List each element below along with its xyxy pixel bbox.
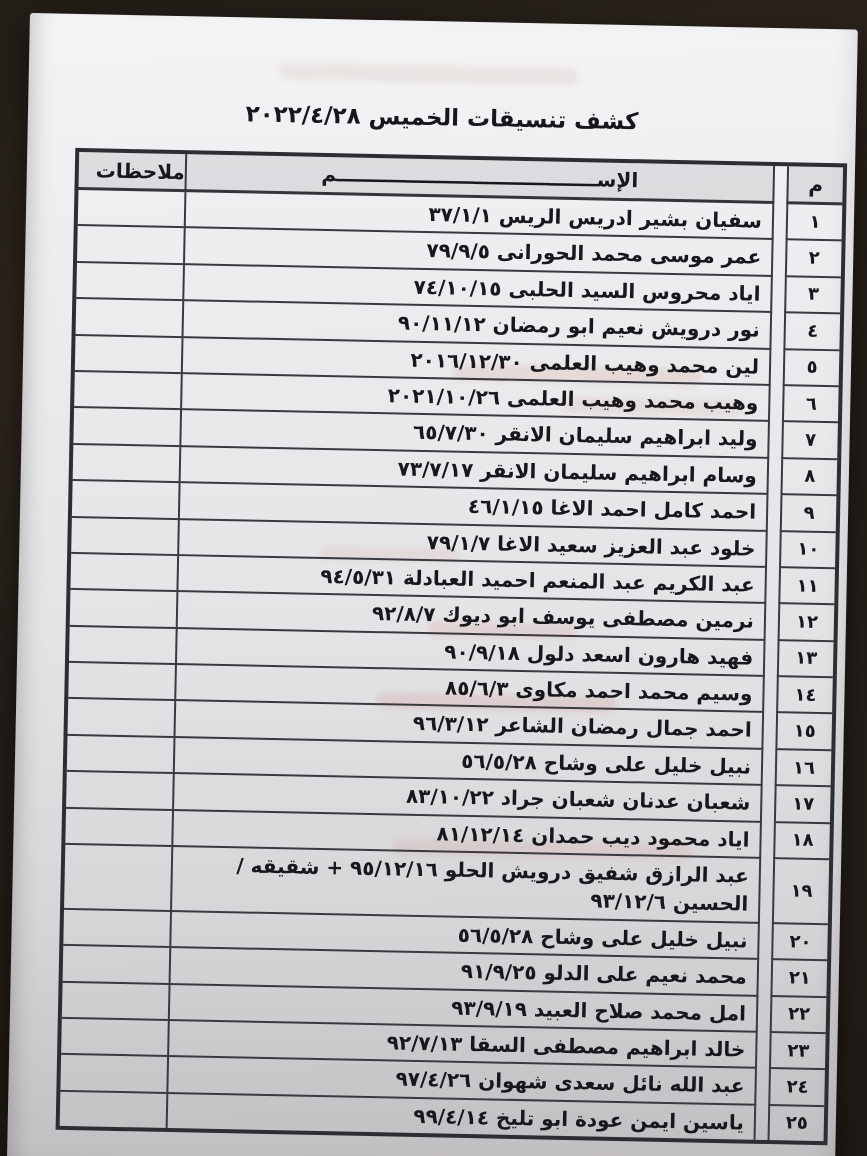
column-gap	[758, 996, 771, 1033]
document-title: كشف تنسيقات الخميس ٢٠٢٢/٤/٢٨	[245, 101, 639, 136]
column-gap	[756, 1069, 769, 1106]
notes-cell	[69, 627, 176, 666]
column-gap	[762, 786, 775, 823]
notes-cell	[74, 372, 181, 411]
name-cell: نبيل خليل على وشاح ٥٦/٥/٢٨	[173, 738, 764, 786]
column-gap	[768, 495, 781, 532]
notes-cell	[76, 263, 183, 302]
column-gap	[771, 350, 784, 387]
row-number-cell: ٢	[785, 241, 842, 279]
row-number-cell: ٥	[783, 350, 840, 388]
name-cell: نرمين مصطفى يوسف ابو ديوك ٩٢/٨/٧	[176, 592, 767, 640]
name-cell: وسيم محمد احمد مكاوى ٨٥/٦/٣	[174, 665, 765, 713]
column-gap	[766, 604, 779, 641]
name-cell: وهيب محمد وهيب العلمى ٢٠٢١/١٠/٢٦	[180, 374, 771, 422]
row-number-cell: ١٩	[772, 859, 829, 925]
name-cell: عبد الكريم عبد المنعم احميد العبادلة ٩٤/٥/٣١	[176, 556, 767, 604]
row-number-cell: ٤	[783, 313, 840, 351]
column-gap	[774, 166, 787, 204]
notes-cell	[60, 1092, 167, 1129]
name-cell: عمر موسى محمد الحورانى ٧٩/٩/٥	[183, 229, 774, 277]
name-cell: عبد الله نائل سعدى شهوان ٩٧/٤/٢٦	[166, 1057, 757, 1105]
column-gap	[766, 568, 779, 605]
row-number-cell: ٩	[780, 495, 837, 533]
header-cell-name: الإســــــــــــــــــــــــــــــــــــــم	[184, 154, 775, 204]
notes-cell	[75, 336, 182, 375]
paper-sheet	[7, 13, 858, 1156]
notes-cell	[76, 299, 183, 338]
row-number-cell: ١٤	[776, 677, 833, 715]
row-number-cell: ١٠	[779, 532, 836, 570]
notes-cell	[71, 517, 178, 556]
name-cell: شعبان عدنان شعبان جراد ٨٣/١٠/٢٢	[172, 774, 763, 822]
name-cell: احمد كامل احمد الاغا ٤٦/١/١٥	[178, 483, 769, 531]
notes-cell	[65, 809, 172, 848]
column-gap	[771, 313, 784, 350]
column-gap	[763, 713, 776, 750]
name-cell: احمد جمال رمضان الشاعر ٩٦/٣/١٢	[173, 702, 764, 750]
row-number-cell: ١٦	[775, 750, 832, 788]
notes-cell	[62, 982, 169, 1021]
column-gap	[774, 204, 787, 241]
name-cell: محمد نعيم على الدلو ٩١/٩/٢٥	[169, 948, 760, 996]
column-gap	[767, 531, 780, 568]
notes-cell	[73, 445, 180, 484]
notes-cell	[67, 736, 174, 775]
row-number-cell: ٨	[780, 459, 837, 497]
column-gap	[773, 240, 786, 277]
row-number-cell: ١٢	[778, 604, 835, 642]
header-cell-notes: ملاحظات	[78, 152, 185, 192]
header-cell-number: م	[786, 166, 843, 205]
row-number-cell: ٣	[784, 277, 841, 315]
name-cell: سفيان بشير ادريس الريس ٣٧/١/١	[184, 192, 775, 240]
notes-cell	[66, 772, 173, 811]
name-cell: نور درويش نعيم ابو رمضان ٩٠/١١/١٢	[182, 301, 773, 349]
name-cell: ياسين ايمن عودة ابو تليخ ٩٩/٤/١٤	[166, 1094, 757, 1140]
name-cell: اياد محمود ديب حمدان ٨١/١٢/١٤	[171, 811, 762, 859]
notes-cell	[77, 226, 184, 265]
row-number-cell: ١٣	[777, 641, 834, 679]
column-gap	[769, 422, 782, 459]
column-gap	[763, 750, 776, 787]
row-number-cell: ١٥	[775, 714, 832, 752]
row-number-cell: ١	[786, 204, 843, 242]
notes-cell	[73, 408, 180, 447]
row-number-cell: ٢٠	[771, 924, 828, 962]
notes-cell	[68, 699, 175, 738]
row-number-cell: ٢٤	[768, 1069, 825, 1107]
column-gap	[770, 386, 783, 423]
column-gap	[764, 677, 777, 714]
name-cell: نبيل خليل على وشاح ٥٦/٥/٢٨	[169, 912, 760, 960]
column-gap	[761, 822, 774, 859]
name-cell: وليد ابراهيم سليمان الانقر ٦٥/٧/٣٠	[179, 410, 770, 458]
column-gap	[756, 1106, 769, 1141]
row-number-cell: ٢١	[770, 960, 827, 998]
row-number-cell: ٢٣	[769, 1033, 826, 1071]
row-number-cell: ١٧	[774, 786, 831, 824]
name-cell: خالد ابراهيم مصطفى السقا ٩٢/٧/١٣	[167, 1021, 758, 1069]
notes-cell	[63, 910, 170, 949]
column-gap	[759, 924, 772, 961]
column-gap	[758, 960, 771, 997]
notes-cell	[70, 590, 177, 629]
name-cell: لين محمد وهيب العلمى ٢٠١٦/١٢/٣٠	[181, 338, 772, 386]
row-number-cell: ١٨	[773, 823, 830, 861]
notes-cell	[70, 554, 177, 593]
notes-cell	[61, 1019, 168, 1058]
name-cell: وسام ابراهيم سليمان الانقر ٧٣/٧/١٧	[179, 447, 770, 495]
row-number-cell: ٢٢	[770, 997, 827, 1035]
name-cell: عبد الرازق شفيق درويش الحلو ٩٥/١٢/١٦ + شقيقه / الحسين ٩٣/١٢/٦	[170, 847, 761, 924]
name-cell: اياد محروس السيد الحلبى ٧٤/١٠/١٥	[182, 265, 773, 313]
row-number-cell: ٦	[782, 386, 839, 424]
notes-cell	[68, 663, 175, 702]
notes-cell	[64, 845, 171, 912]
name-cell: خلود عبد العزيز سعيد الاغا ٧٩/١/٧	[177, 520, 768, 568]
column-gap	[772, 277, 785, 314]
ink-bleed-mark	[279, 62, 579, 86]
notes-cell	[63, 946, 170, 985]
name-cell: امل محمد صلاح العبيد ٩٣/٩/١٩	[168, 985, 759, 1033]
column-gap	[765, 641, 778, 678]
row-number-cell: ١١	[778, 568, 835, 606]
column-gap	[757, 1033, 770, 1070]
row-number-cell: ٧	[781, 423, 838, 461]
notes-cell	[78, 190, 185, 229]
name-cell: فهيد هارون اسعد دلول ٩٠/٩/١٨	[175, 629, 766, 677]
roster-table	[56, 148, 848, 1145]
row-number-cell: ٢٥	[768, 1106, 825, 1142]
column-gap	[760, 859, 773, 924]
notes-cell	[60, 1055, 167, 1094]
column-gap	[768, 459, 781, 496]
notes-cell	[72, 481, 179, 520]
